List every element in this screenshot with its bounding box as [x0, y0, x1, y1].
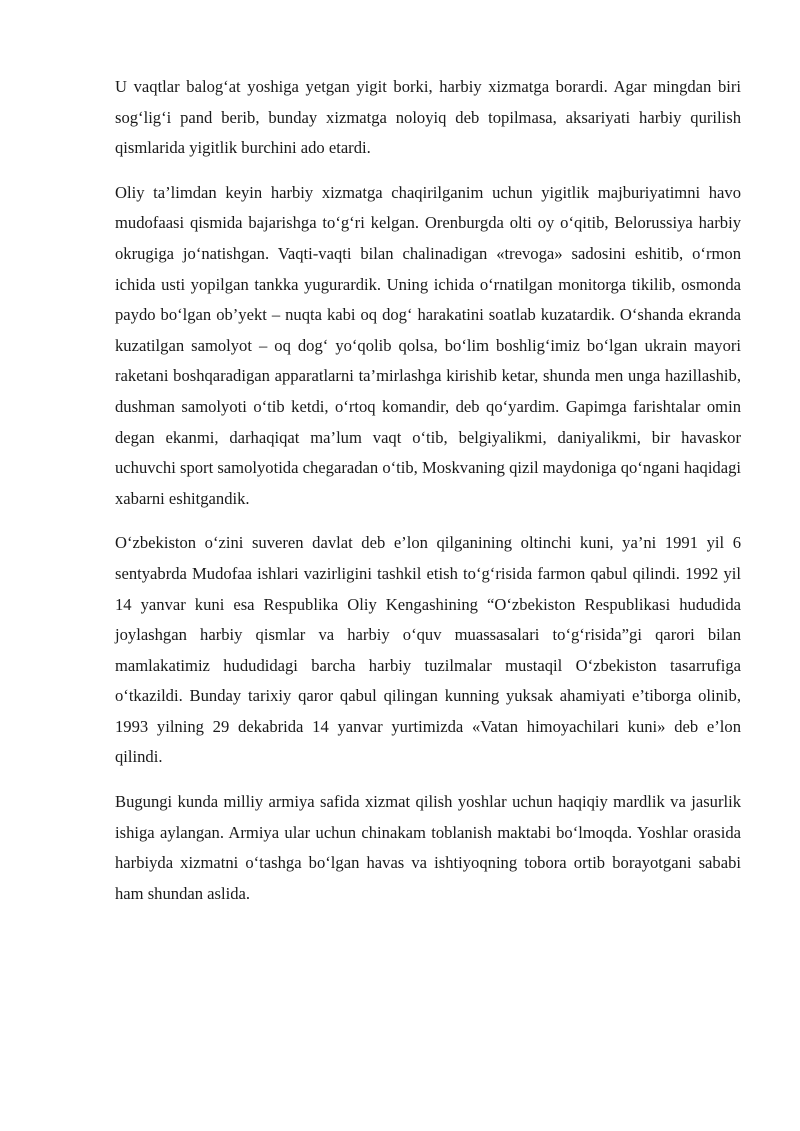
paragraph-2: Oliy ta’limdan keyin harbiy xizmatga chaqirilganim uchun yigitlik majburiyatimni havo mudofaasi qismida bajarishga to‘g‘ri kelgan. Orenburgda olti oy o‘qitib, Belorussiya harbiy okrugiga jo‘natishgan. Vaqti-vaqti bilan chalinadigan «trevoga» sadosini eshitib, o‘rmon ichida usti yopilgan tankka yugurardik. Uning ichida o‘rnatilgan monitorga tikilib, osmonda paydo bo‘lgan ob’yekt – nuqta kabi oq dog‘ harakatini soatlab kuzatardik. O‘shanda ekranda kuzatilgan samolyot – oq dog‘ yo‘qolib qolsa, bo‘lim boshlig‘imiz bo‘lgan ukrain mayori raketani boshqaradigan apparatlarni ta’mirlashga kirishib ketar, shunda men unga hazillashib, dushman samolyoti o‘tib ketdi, o‘rtoq komandir, deb qo‘yardim. Gapimga farishtalar omin degan ekanmi, darhaqiqat ma’lum vaqt o‘tib, belgiyalikmi, daniyalikmi, bir havaskor uchuvchi sport samolyotida chegaradan o‘tib, Moskvaning qizil maydoniga qo‘ngani haqidagi xabarni eshitgandik.	[115, 182, 741, 508]
paragraph-1: U vaqtlar balog‘at yoshiga yetgan yigit borki, harbiy xizmatga borardi. Agar mingdan biri sog‘lig‘i pand berib, bunday xizmatga noloyiq deb topilmasa, aksariyati harbiy qurilish qismlarida yigitlik burchini ado etardi.	[115, 77, 741, 158]
paragraph-3: O‘zbekiston o‘zini suveren davlat deb e’lon qilganining oltinchi kuni, ya’ni 1991 yil 6 sentyabrda Mudofaa ishlari vazirligini tashkil etish to‘g‘risida farmon qabul qilindi. 1992 yil 14 yanvar kuni esa Respublika Oliy Kengashining “O‘zbekiston Respublikasi hududida joylashgan harbiy qismlar va harbiy o‘quv muassasalari to‘g‘risida”gi qarori bilan mamlakatimiz hududidagi barcha harbiy tuzilmalar mustaqil O‘zbekiston tasarrufiga o‘tkazildi. Bunday tarixiy qaror qabul qilingan kunning yuksak ahamiyati e’tiborga olinib, 1993 yilning 29 dekabrida 14 yanvar yurtimizda «Vatan himoyachilari kuni» deb e’lon qilindi.	[115, 533, 741, 767]
document-page	[115, 72, 741, 923]
paragraph-4: Bugungi kunda milliy armiya safida xizmat qilish yoshlar uchun haqiqiy mardlik va jasurlik ishiga aylangan. Armiya ular uchun chinakam toblanish maktabi bo‘lmoqda. Yoshlar orasida harbiyda xizmatni o‘tashga bo‘lgan havas va ishtiyoqning tobora ortib borayotgani sababi ham shundan aslida.	[115, 792, 741, 903]
